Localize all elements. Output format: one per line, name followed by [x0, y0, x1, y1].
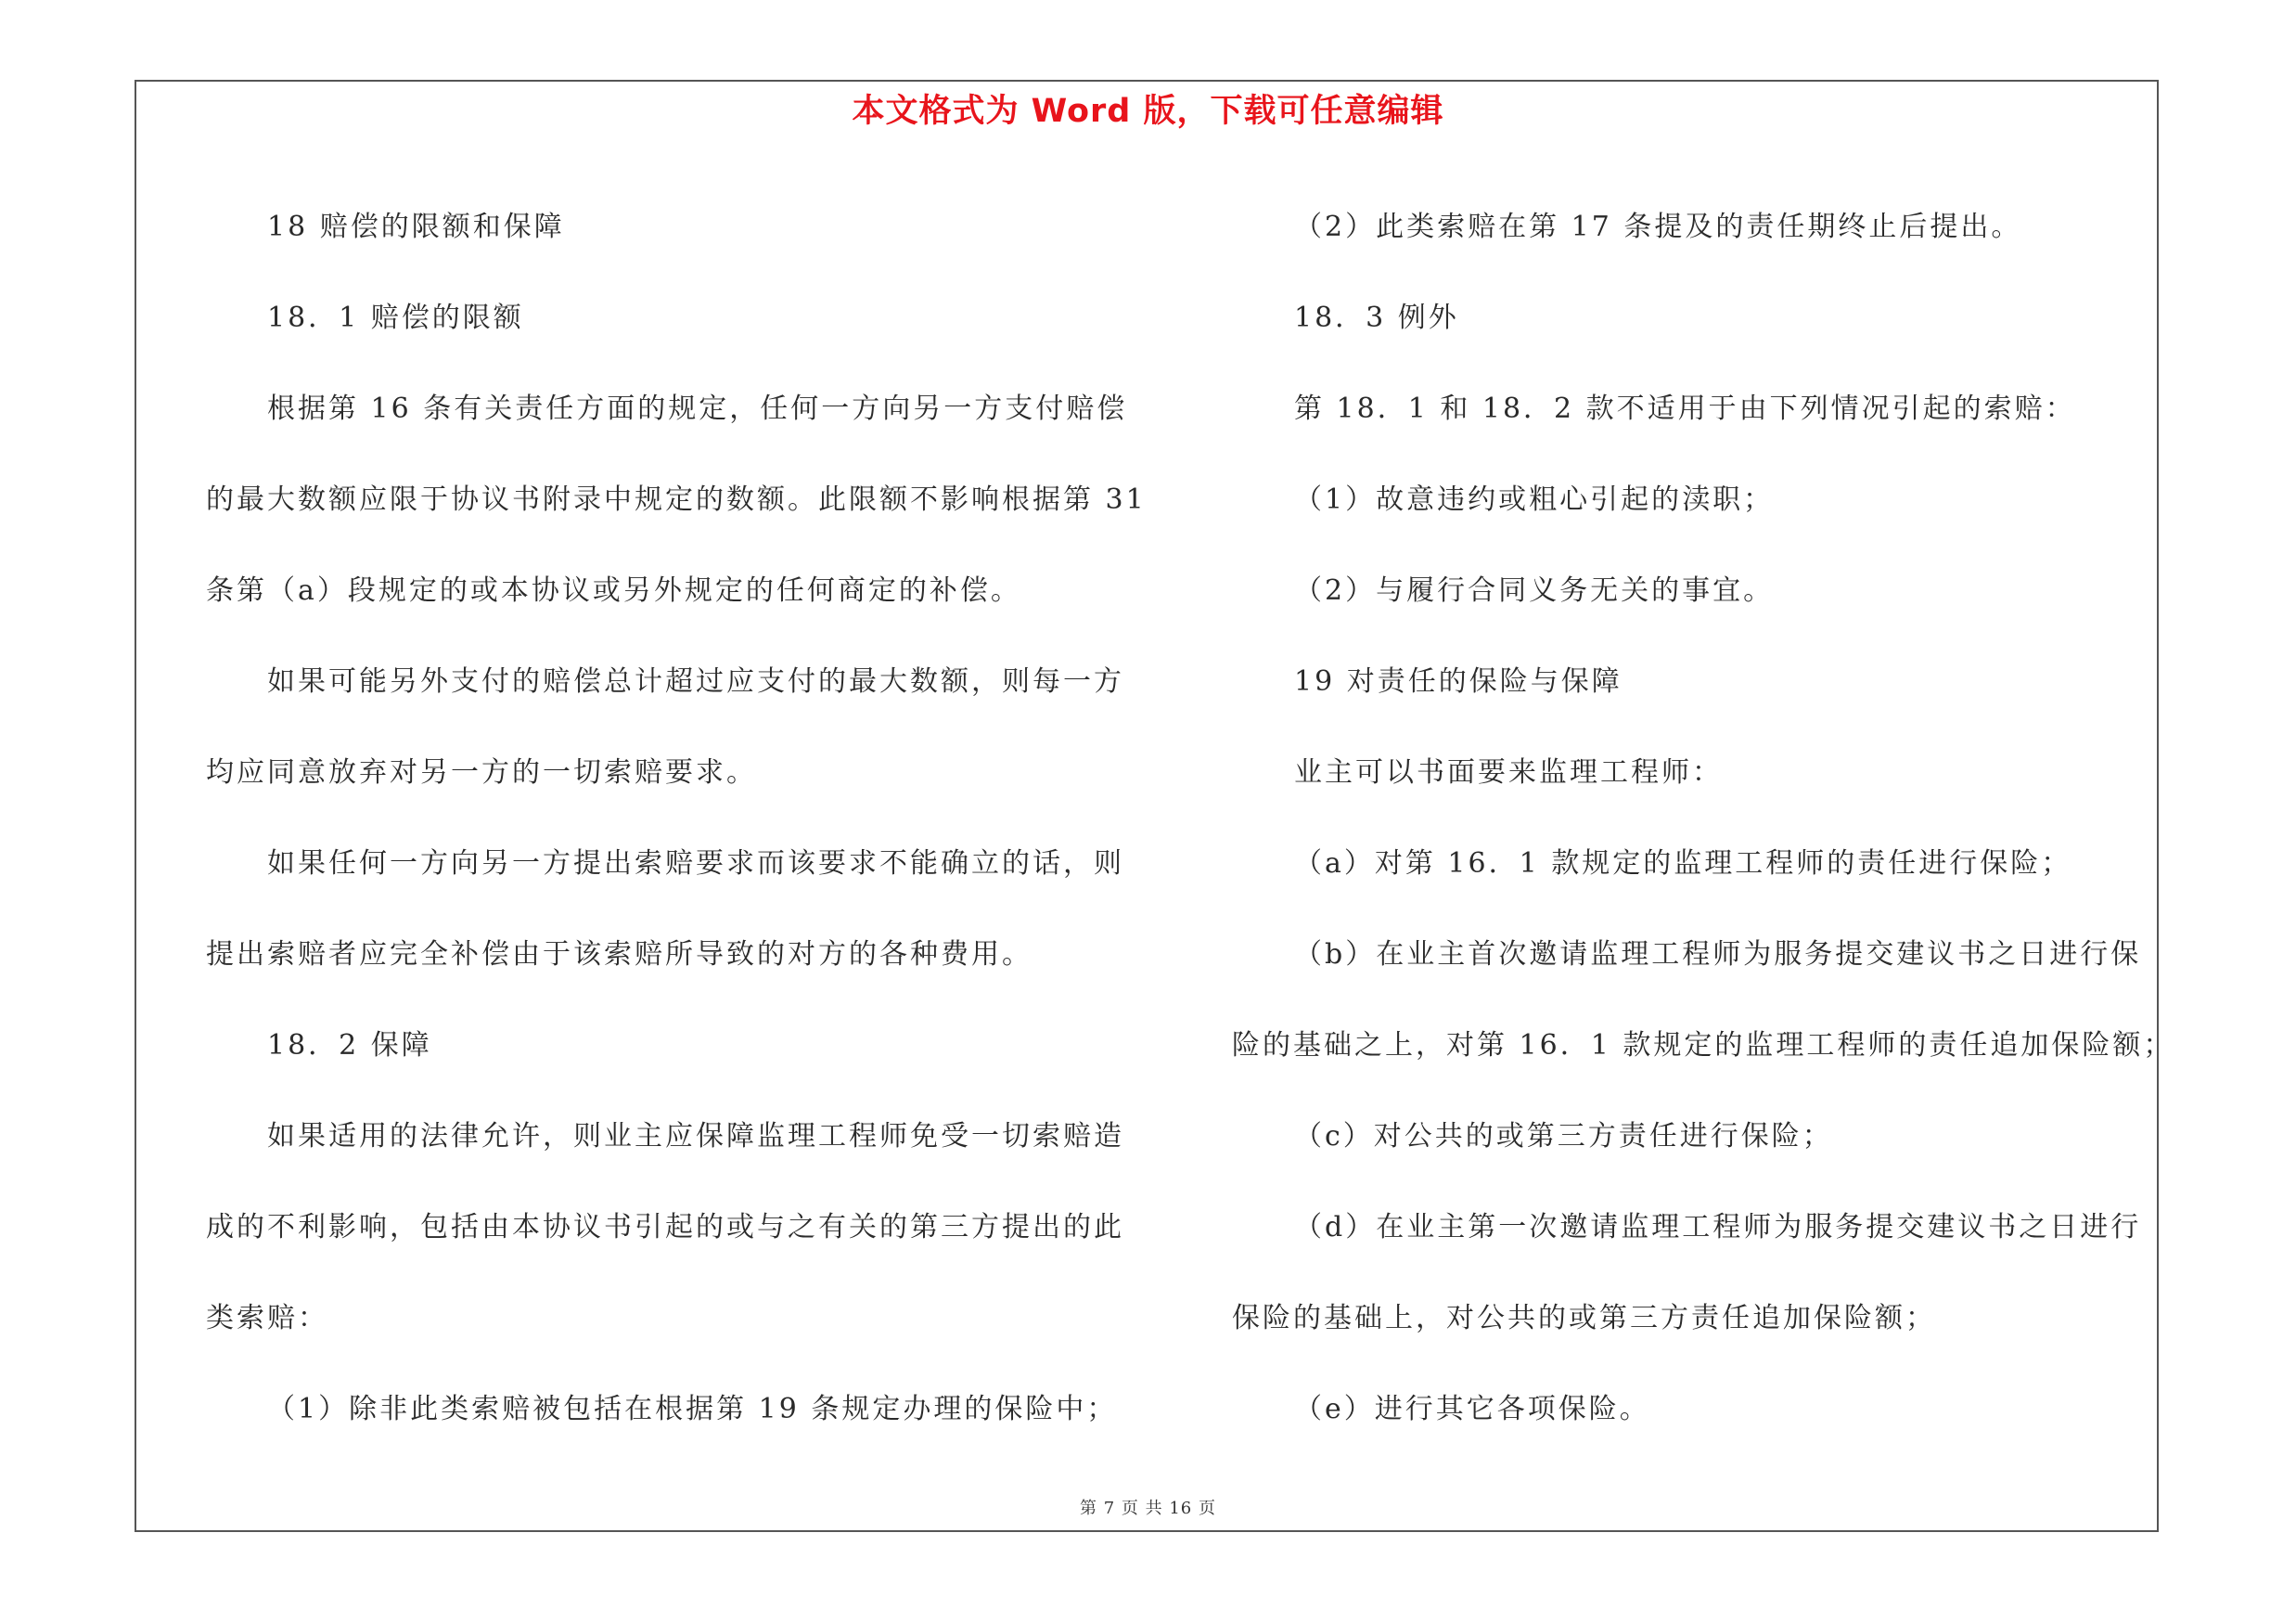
paragraph-line: 18．2 保障	[267, 1029, 432, 1062]
paragraph-line: （c）对公共的或第三方责任进行保险；	[1294, 1120, 1833, 1153]
paragraph-line: （2）此类索赔在第 17 条提及的责任期终止后提出。	[1294, 211, 2022, 243]
paragraph-line: （e）进行其它各项保险。	[1294, 1393, 1650, 1425]
paragraph-line: （2）与履行合同义务无关的事宜。	[1294, 574, 1775, 607]
left-column	[206, 182, 1147, 1455]
paragraph-line: 如果任何一方向另一方提出索赔要求而该要求不能确立的话，则	[267, 847, 1124, 880]
paragraph-line: 条第（a）段规定的或本协议或另外规定的任何商定的补偿。	[206, 574, 1021, 607]
paragraph-line: （a）对第 16．1 款规定的监理工程师的责任进行保险；	[1294, 847, 2072, 880]
right-column	[1232, 182, 2174, 1455]
paragraph-line: 成的不利影响，包括由本协议书引起的或与之有关的第三方提出的此	[206, 1211, 1124, 1243]
paragraph-line: 根据第 16 条有关责任方面的规定，任何一方向另一方支付赔偿	[267, 393, 1128, 425]
paragraph-line: 险的基础之上，对第 16．1 款规定的监理工程师的责任追加保险额；	[1232, 1029, 2174, 1062]
paragraph-line: 保险的基础上，对公共的或第三方责任追加保险额；	[1232, 1302, 1936, 1334]
paragraph-line: 18．3 例外	[1294, 302, 1459, 334]
paragraph-line: 第 18．1 和 18．2 款不适用于由下列情况引起的索赔：	[1294, 393, 2076, 425]
page-number: 第 7 页 共 16 页	[1080, 1499, 1216, 1518]
paragraph-line: （1）故意违约或粗心引起的渎职；	[1294, 483, 1775, 516]
paragraph-line: （1）除非此类索赔被包括在根据第 19 条规定办理的保险中；	[267, 1393, 1118, 1425]
paragraph-line: 18 赔偿的限额和保障	[267, 211, 565, 243]
paragraph-line: 19 对责任的保险与保障	[1294, 665, 1623, 698]
paragraph-line: （b）在业主首次邀请监理工程师为服务提交建议书之日进行保	[1294, 938, 2142, 971]
paragraph-line: 类索赔：	[206, 1302, 328, 1334]
paragraph-line: 提出索赔者应完全补偿由于该索赔所导致的对方的各种费用。	[206, 938, 1033, 971]
paragraph-line: 如果可能另外支付的赔偿总计超过应支付的最大数额，则每一方	[267, 665, 1124, 698]
paragraph-line: （d）在业主第一次邀请监理工程师为服务提交建议书之日进行	[1294, 1211, 2142, 1243]
paragraph-line: 均应同意放弃对另一方的一切索赔要求。	[206, 756, 757, 789]
format-banner: 本文格式为 Word 版，下载可任意编辑	[852, 93, 1444, 130]
paragraph-line: 如果适用的法律允许，则业主应保障监理工程师免受一切索赔造	[267, 1120, 1124, 1153]
paragraph-line: 18．1 赔偿的限额	[267, 302, 524, 334]
paragraph-line: 的最大数额应限于协议书附录中规定的数额。此限额不影响根据第 31	[206, 483, 1147, 516]
paragraph-line: 业主可以书面要来监理工程师：	[1294, 756, 1723, 789]
